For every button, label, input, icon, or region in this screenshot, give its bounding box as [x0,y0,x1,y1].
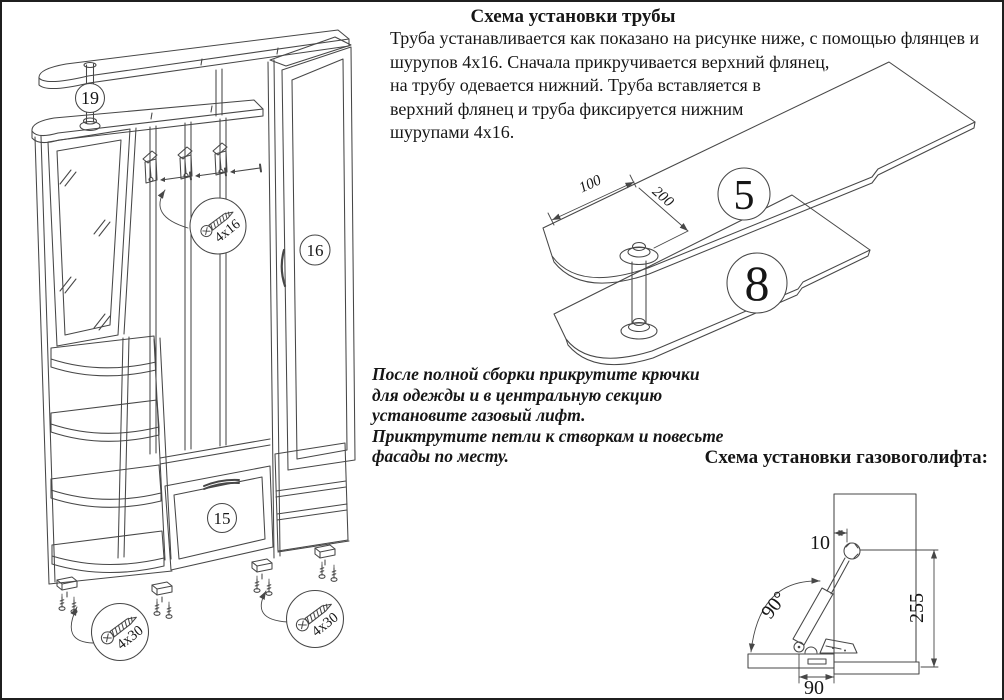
screw-label-4x30: 4x30 [308,609,342,641]
pipe-body-line: Труба устанавливается как показано на рисунке ниже, с помощью флянцев и [390,28,980,48]
mirror-door [48,129,130,346]
part-label-top-shelf: 5 [733,173,755,219]
screw-label-4x16: 4x16 [212,216,244,246]
mirror-hatch-icon [60,170,76,186]
part-label-door: 16 [306,241,324,260]
gaslift-diagram [748,494,938,683]
plinth [49,541,349,584]
gas-lift-cylinder [793,543,860,653]
connecting-pipe [620,243,658,340]
dim-label-90deg: 90° [756,587,792,624]
dim-label-255: 255 [906,593,928,623]
shelf-dimensions [548,175,688,248]
dim-label-200: 200 [648,183,677,211]
door-panel-side [834,494,916,662]
assembly-note [372,364,723,467]
dim-label-100: 100 [576,172,604,197]
dim-label-10: 10 [810,532,830,554]
drawer-handle [204,480,239,489]
open-cubbies [275,443,348,551]
dim-label-90: 90 [804,677,824,699]
pipe-section-title: Схема установки трубы [470,6,676,27]
foot-icon [57,577,77,597]
coat-hooks [143,143,261,183]
tall-cabinet-door [268,37,355,558]
assembly-note-line: фасады по месту. [372,446,509,466]
part-label-drawer: 15 [213,509,231,528]
assembly-note-line: Приктрутите петли к створкам и повесьте [372,425,724,446]
pipe-body-line: шурупами 4х16. [390,122,515,142]
base-plates [748,654,919,674]
part-label-bottom-shelf: 8 [744,255,770,311]
left-side-panel [35,136,55,584]
wardrobe-second-shelf [32,100,263,143]
pipe-section-body [390,27,979,145]
pipe-body-line: на трубу одевается нижний. Труба вставляется в [390,75,761,95]
back-slats [150,118,226,454]
pipe-body-line: верхний флянец и труба фиксируется нижним [390,98,744,119]
part-label-pipe: 19 [81,88,99,108]
lower-shelf-panel [554,195,870,365]
screw-label-4x30: 4x30 [113,622,147,654]
center-partition [118,128,136,558]
wardrobe-drawing [32,30,355,661]
pipe-body-line: шурупов 4х16. Сначала прикручивается верхний флянец, [390,51,830,72]
foot-screw-icon [59,594,65,610]
assembly-note-line: После полной сборки прикрутите крючки [372,364,700,384]
gaslift-section-title: Схема установки газовоголифта: [704,447,988,468]
mount-bracket [820,639,857,653]
assembly-note-line: установите газовый лифт. [372,405,586,425]
canopy-support [216,69,222,116]
corner-shelves [51,336,171,573]
wardrobe-top-shelf [39,30,349,89]
assembly-note-line: для одежды и в центральную секцию [372,384,663,405]
